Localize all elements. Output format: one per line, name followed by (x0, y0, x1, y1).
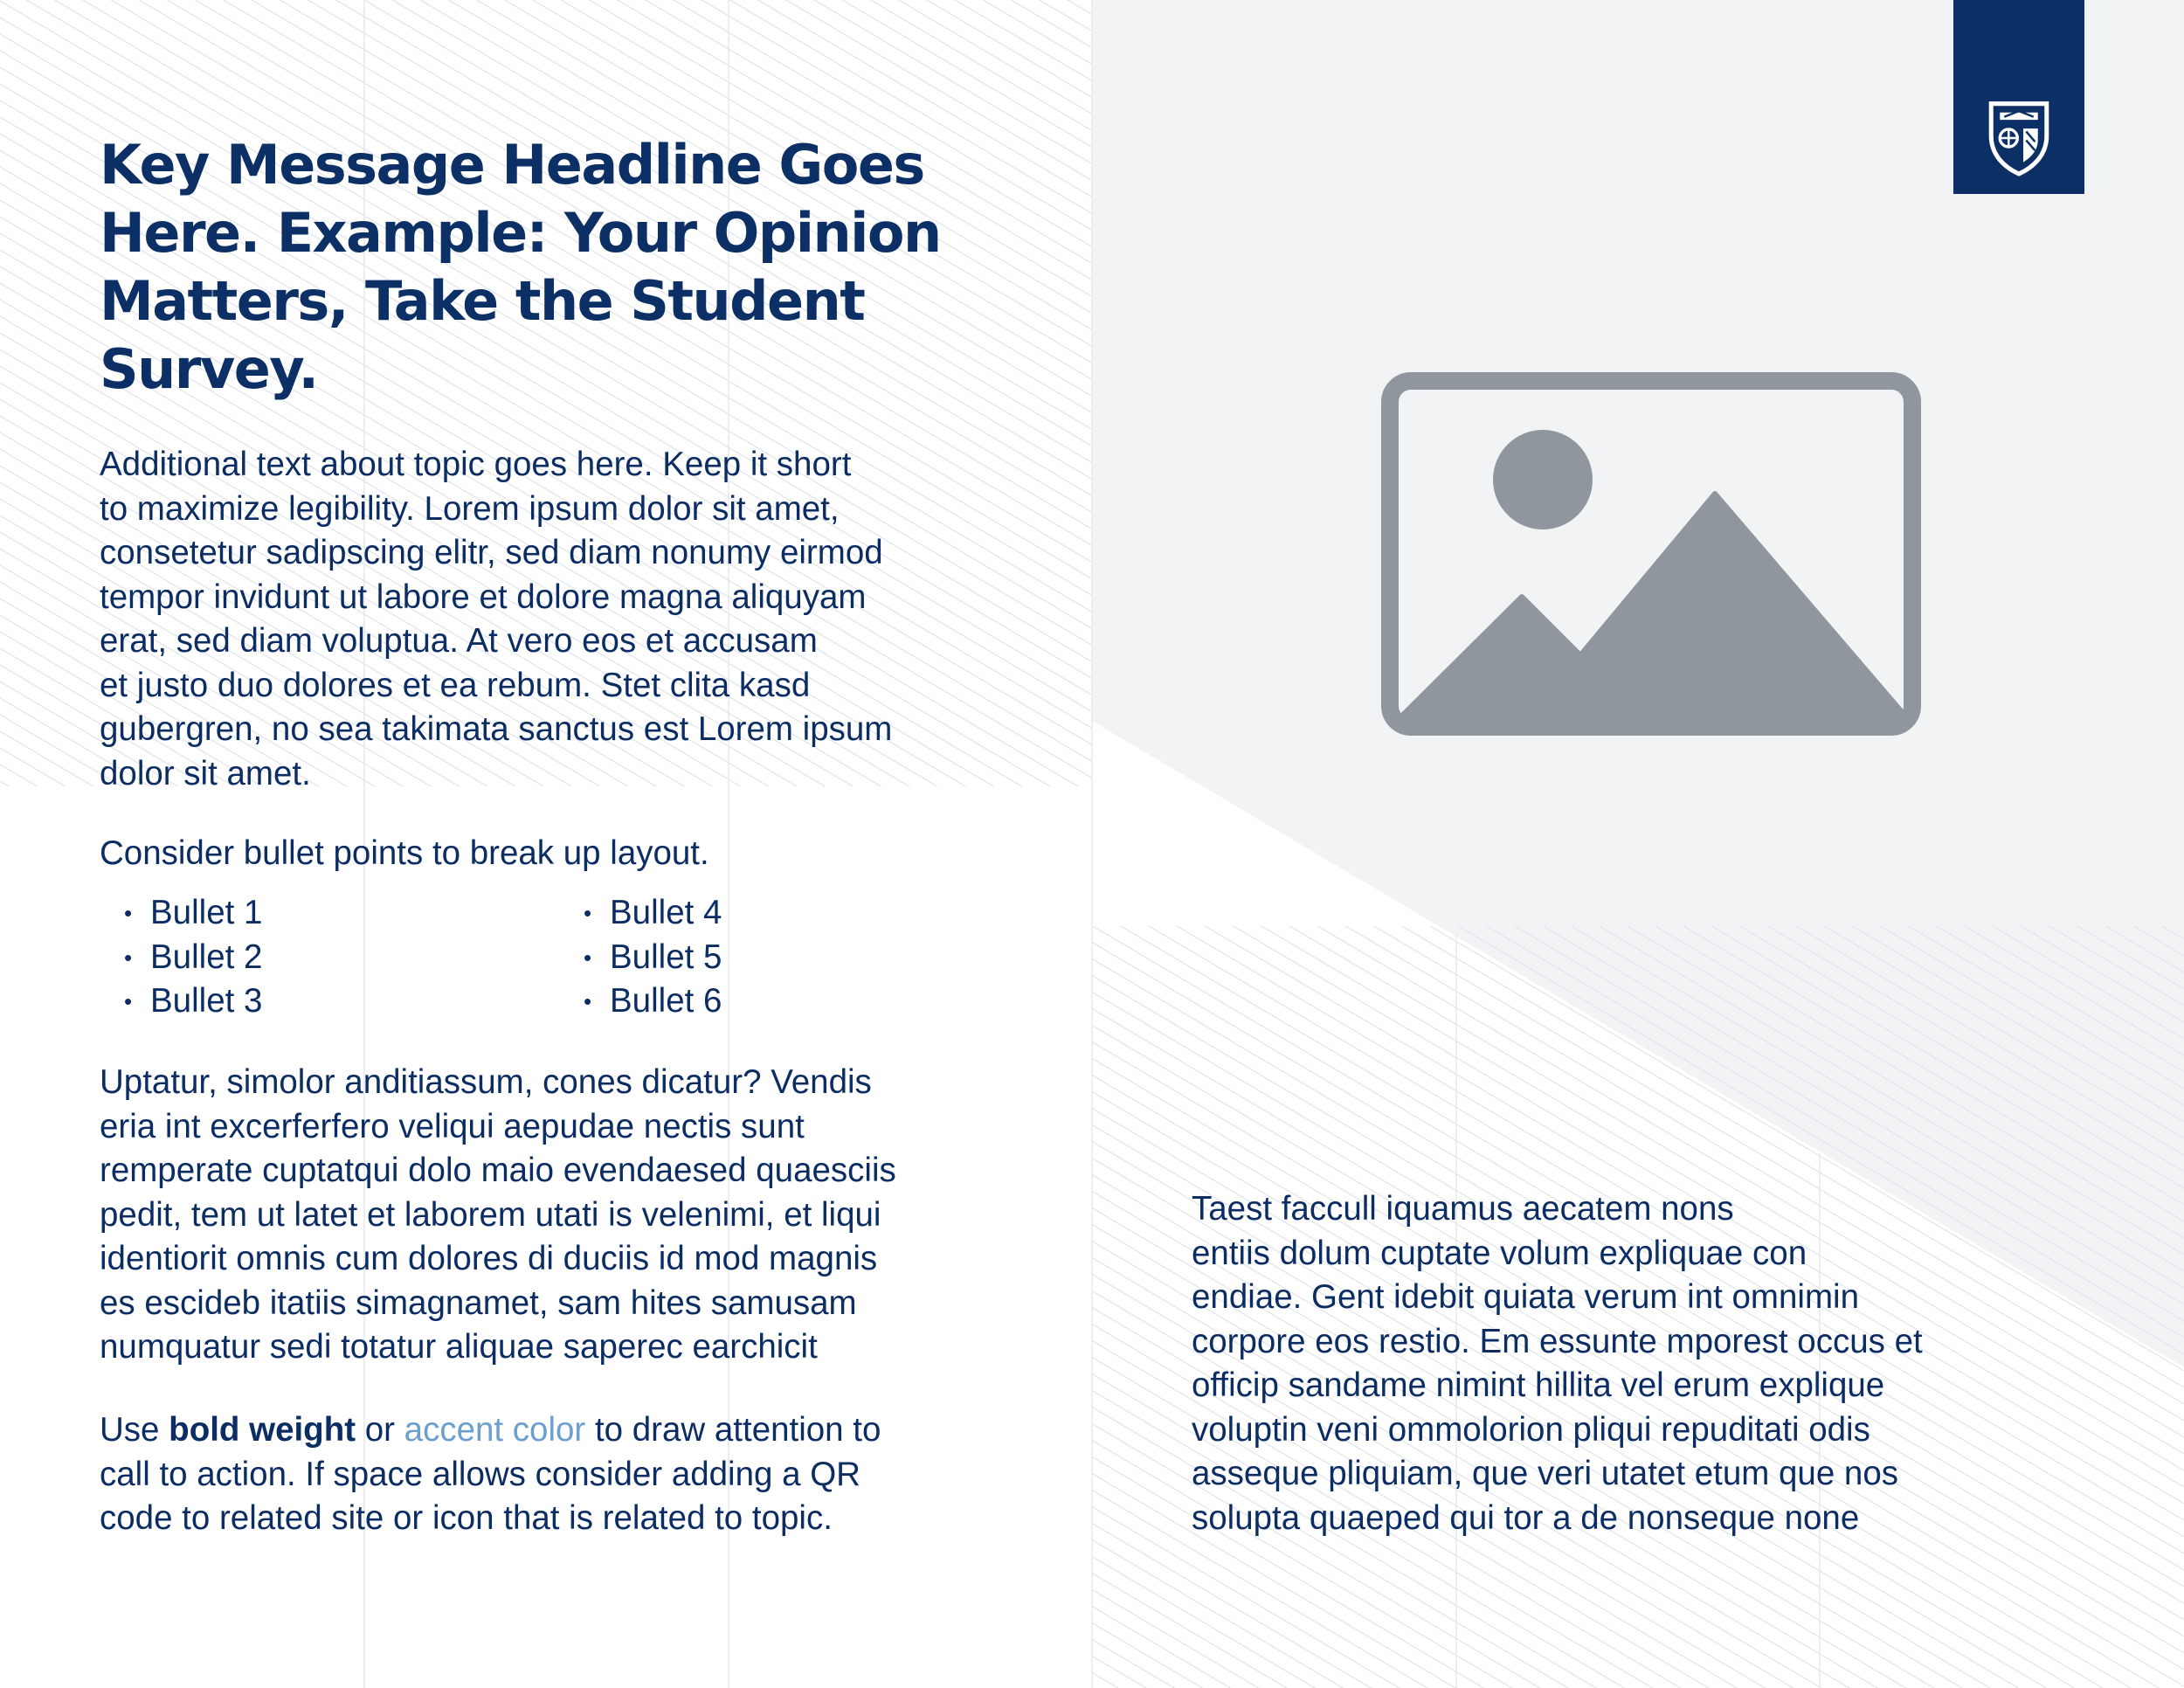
bullet-list-right (582, 891, 722, 1024)
intro-paragraph-line: tempor invidunt ut labore et dolore magna aliquyam (100, 578, 867, 616)
right-paragraph-line: asseque pliquiam, que veri utatet etum que nos (1192, 1455, 1899, 1492)
bullet-label: Bullet 3 (150, 982, 263, 1020)
list-item (122, 936, 262, 980)
right-paragraph-line: voluptin veni ommolorion pliqui repuditati odis (1192, 1410, 1870, 1449)
list-item (582, 936, 722, 980)
right-paragraph-line: Taest faccull iquamus aecatem nons (1192, 1190, 1734, 1228)
second-paragraph (100, 1061, 896, 1370)
intro-paragraph-line: to maximize legibility. Lorem ipsum dolor sit amet, (100, 489, 840, 528)
second-paragraph-line: remperate cuptatqui dolo maio evendaesed quaesciis (100, 1152, 896, 1189)
cta-suffix: to draw attention to (585, 1411, 881, 1449)
right-column-paragraph (1192, 1187, 1923, 1540)
bullet-list-left (122, 891, 262, 1024)
bullet-marker: • (124, 944, 133, 971)
right-paragraph-line: solupta quaeped qui tor a de nonseque none (1192, 1498, 1860, 1537)
bullet-label: Bullet 1 (150, 894, 263, 931)
cta-prefix: Use (100, 1411, 169, 1449)
bullet-label: Bullet 4 (610, 894, 722, 931)
call-to-action-paragraph (100, 1408, 881, 1541)
headline: Key Message Headline Goes Here. Example: Your Opinion Matters, Take the Student Survey. (100, 133, 941, 401)
bullet-marker: • (124, 988, 133, 1014)
bullet-marker: • (584, 900, 592, 926)
second-paragraph-line: eria int excerferfero veliqui aepudae nectis sunt (100, 1107, 805, 1145)
second-paragraph-line: es escideb itatiis simagnamet, sam hites samusam (100, 1283, 857, 1322)
intro-paragraph-line: gubergren, no sea takimata sanctus est Lorem ipsum (100, 710, 893, 748)
second-paragraph-line: Uptatur, simolor anditiassum, cones dicatur? Vendis (100, 1063, 872, 1101)
list-item (122, 979, 262, 1024)
intro-paragraph-line: Additional text about topic goes here. Keep it short (100, 446, 852, 483)
logo-badge (1953, 0, 2084, 194)
cta-line: code to related site or icon that is related to topic. (100, 1499, 833, 1537)
cta-line: call to action. If space allows consider adding a QR (100, 1455, 860, 1493)
cta-line (100, 1408, 881, 1453)
list-item (582, 891, 722, 936)
intro-paragraph-line: erat, sed diam voluptua. At vero eos et accusam (100, 622, 818, 660)
second-paragraph-line: identiorit omnis cum dolores di duciis id mod magnis (100, 1240, 878, 1277)
right-paragraph-line: officip sandame nimint hillita vel erum explique (1192, 1366, 1885, 1404)
university-shield-logo-icon (1982, 98, 2056, 178)
bullet-label: Bullet 6 (610, 982, 722, 1020)
cta-bold-text: bold weight (169, 1411, 356, 1449)
cta-middle: or (356, 1411, 404, 1449)
list-item (582, 979, 722, 1024)
list-item (122, 891, 262, 936)
image-placeholder-icon (1380, 371, 1922, 737)
cta-accent-text: accent color (404, 1411, 586, 1449)
bullet-label: Bullet 2 (150, 937, 263, 976)
bullet-marker: • (584, 988, 592, 1014)
second-paragraph-line: pedit, tem ut latet et laborem utati is velenimi, et liqui (100, 1195, 881, 1234)
right-paragraph-line: entiis dolum cuptate volum expliquae con (1192, 1234, 1807, 1272)
second-paragraph-line: numquatur sedi totatur aliquae saperec earchicit (100, 1328, 818, 1366)
bullet-marker: • (124, 900, 133, 926)
bullet-marker: • (584, 944, 592, 971)
right-paragraph-line: corpore eos restio. Em essunte mporest occus et (1192, 1322, 1923, 1360)
right-paragraph-line: endiae. Gent idebit quiata verum int omnimin (1192, 1278, 1860, 1316)
intro-paragraph-line: et justo duo dolores et ea rebum. Stet clita kasd (100, 666, 811, 704)
intro-paragraph (100, 443, 892, 796)
bullet-label: Bullet 5 (610, 937, 722, 976)
intro-paragraph-line: dolor sit amet. (100, 754, 311, 792)
bullet-intro: Consider bullet points to break up layout. (100, 834, 709, 872)
intro-paragraph-line: consetetur sadipscing elitr, sed diam nonumy eirmod (100, 534, 883, 571)
